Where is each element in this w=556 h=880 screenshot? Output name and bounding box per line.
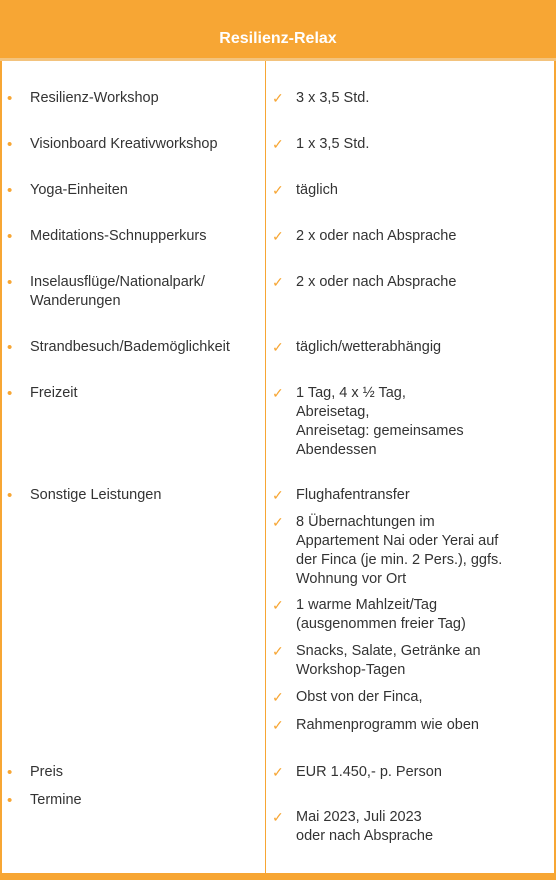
- checkmark-icon: ✓: [272, 809, 284, 825]
- list-item: Obst von der Finca,: [296, 689, 423, 705]
- checkmark-icon: ✓: [272, 385, 284, 401]
- list-item: Sonstige Leistungen: [30, 487, 162, 503]
- bullet-dot-icon: •: [7, 182, 13, 199]
- bullet-dot-icon: •: [7, 487, 13, 504]
- page-title: Resilienz-Relax: [219, 30, 337, 47]
- list-item: Inselausflüge/Nationalpark/ Wanderungen: [30, 274, 205, 309]
- bullet-dot-icon: •: [7, 136, 13, 153]
- checkmark-icon: ✓: [272, 228, 284, 244]
- list-item: 3 x 3,5 Std.: [296, 90, 370, 106]
- list-item: Freizeit: [30, 385, 78, 401]
- list-item: EUR 1.450,- p. Person: [296, 764, 442, 780]
- list-item: Termine: [30, 792, 82, 808]
- checkmark-icon: ✓: [272, 339, 284, 355]
- list-item: Yoga-Einheiten: [30, 182, 128, 198]
- list-item: täglich/wetterabhängig: [296, 339, 442, 355]
- list-item: Flughafentransfer: [296, 487, 410, 503]
- bullet-dot-icon: •: [7, 792, 13, 809]
- checkmark-icon: ✓: [272, 90, 284, 106]
- list-item: Strandbesuch/Bademöglichkeit: [30, 339, 230, 355]
- checkmark-icon: ✓: [272, 514, 284, 530]
- list-item: Mai 2023, Juli 2023 oder nach Absprache: [296, 809, 434, 844]
- list-item: 1 warme Mahlzeit/Tag (ausgenommen freier Tag): [296, 597, 466, 632]
- bottom-border: [0, 873, 556, 880]
- list-item: Meditations-Schnupperkurs: [30, 228, 207, 244]
- checkmark-icon: ✓: [272, 182, 284, 198]
- list-item: 8 Übernachtungen im Appartement Nai oder Yerai auf der Finca (je min. 2 Pers.), ggfs. Wohnung vor Ort: [296, 514, 503, 587]
- list-item: Preis: [30, 764, 64, 780]
- bullet-dot-icon: •: [7, 90, 13, 107]
- checkmark-icon: ✓: [272, 597, 284, 613]
- bullet-dot-icon: •: [7, 228, 13, 245]
- bullet-dot-icon: •: [7, 764, 13, 781]
- checkmark-icon: ✓: [272, 136, 284, 152]
- header-bar: [0, 0, 556, 61]
- bullet-dot-icon: •: [7, 339, 13, 356]
- list-item: Visionboard Kreativworkshop: [30, 136, 218, 152]
- checkmark-icon: ✓: [272, 487, 284, 503]
- list-item: Rahmenprogramm wie oben: [296, 717, 479, 733]
- list-item: Resilienz-Workshop: [30, 90, 159, 106]
- bullet-dot-icon: •: [7, 274, 13, 291]
- list-item: 1 x 3,5 Std.: [296, 136, 370, 152]
- checkmark-icon: ✓: [272, 643, 284, 659]
- bullet-dot-icon: •: [7, 385, 13, 402]
- list-item: 2 x oder nach Absprache: [296, 228, 457, 244]
- list-item: täglich: [296, 182, 338, 198]
- checkmark-icon: ✓: [272, 764, 284, 780]
- checkmark-icon: ✓: [272, 274, 284, 290]
- list-item: Snacks, Salate, Getränke an Workshop-Tagen: [296, 643, 481, 678]
- checkmark-icon: ✓: [272, 717, 284, 733]
- list-item: 1 Tag, 4 x ½ Tag, Abreisetag, Anreisetag: gemeinsames Abendessen: [296, 385, 464, 458]
- column-divider: [265, 61, 266, 876]
- checkmark-icon: ✓: [272, 689, 284, 705]
- list-item: 2 x oder nach Absprache: [296, 274, 457, 290]
